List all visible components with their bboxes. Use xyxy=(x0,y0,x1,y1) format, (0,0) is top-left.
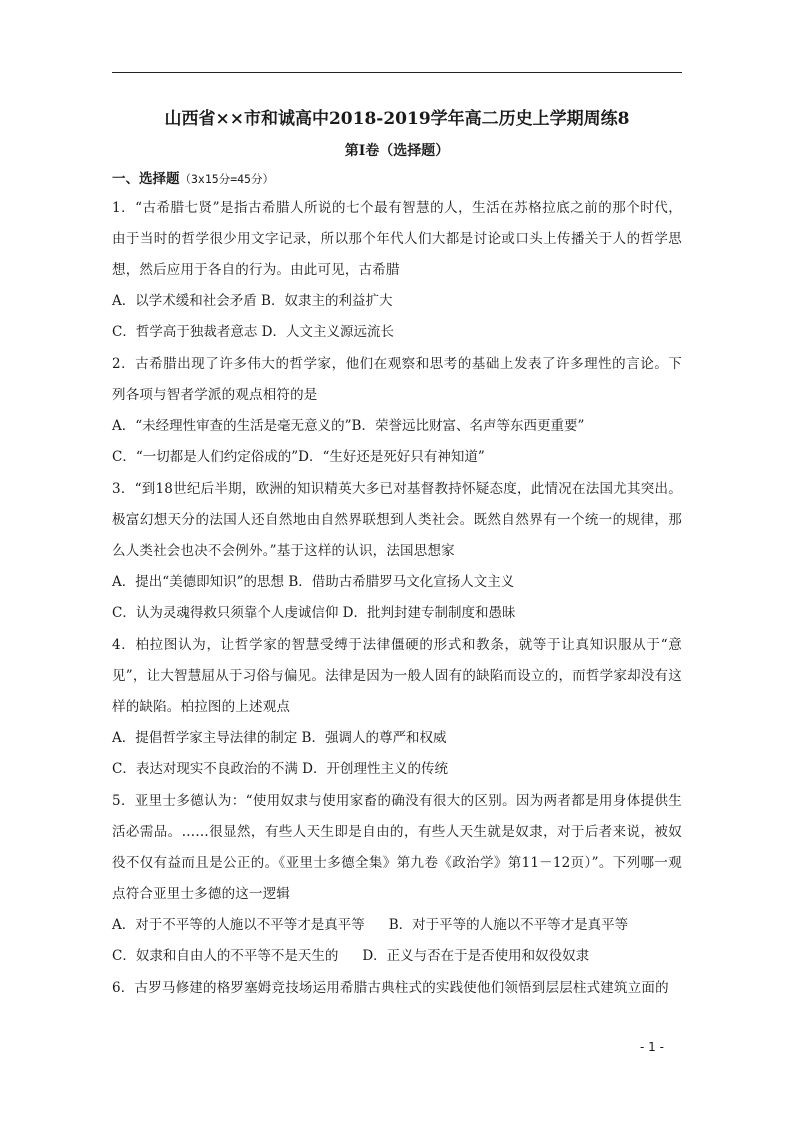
question-text: 3．“到18世纪后半期，欧洲的知识精英大多已对基督教持怀疑态度，此情况在法国尤其突出。极富幻想天分的法国人还自然地由自然界联想到人类社会。既然自然界有一个统一的规律，那么人类社会也决不会例外。”基于这样的认识，法国思想家 xyxy=(112,481,682,559)
document-subtitle: 第Ⅰ卷（选择题） xyxy=(344,143,450,159)
option-b: B．对于平等的人施以不平等才是真平等 xyxy=(388,917,629,933)
option-line: A．以学术缓和社会矛盾 B．奴隶主的利益扩大 xyxy=(112,293,393,309)
question-4 xyxy=(112,630,682,785)
question-1 xyxy=(112,193,682,348)
option-line xyxy=(112,910,682,941)
option-a: A．对于不平等的人施以不平等才是真平等 xyxy=(112,917,365,933)
document-body xyxy=(112,100,682,1004)
question-5 xyxy=(112,786,682,972)
document-title: 山西省××市和诚高中2018-2019学年高二历史上学期周练8 xyxy=(164,109,630,129)
option-line: C．哲学高于独裁者意志 D．人文主义源远流长 xyxy=(112,324,394,340)
option-line: C．认为灵魂得救只须靠个人虔诚信仰 D．批判封建专制制度和愚昧 xyxy=(112,605,516,621)
option-c: C．奴隶和自由人的不平等不是天生的 xyxy=(112,948,339,964)
question-3 xyxy=(112,474,682,629)
question-text: 6．古罗马修建的格罗塞姆竞技场运用希腊古典柱式的实践使他们领悟到层层柱式建筑立面的 xyxy=(112,980,669,996)
question-text: 4．柏拉图认为，让哲学家的智慧受缚于法律僵硬的形式和教条，就等于让真知识服从于“意见”，让大智慧屈从于习俗与偏见。法律是因为一般人固有的缺陷而设立的，而哲学家却没有这样的缺陷。柏拉图的上述观点 xyxy=(112,637,682,715)
question-text: 1．“古希腊七贤”是指古希腊人所说的七个最有智慧的人，生活在苏格拉底之前的那个时代，由于当时的哲学很少用文字记录，所以那个年代人们大都是讨论或口头上传播关于人的哲学思想，然后应用于各自的行为。由此可见，古希腊 xyxy=(112,200,682,278)
option-line: A．提倡哲学家主导法律的制定 B．强调人的尊严和权威 xyxy=(112,730,447,746)
option-line: C．“一切都是人们约定俗成的”D．“生好还是死好只有神知道” xyxy=(112,449,485,465)
question-2 xyxy=(112,349,682,473)
option-line: C．表达对现实不良政治的不满 D．开创理性主义的传统 xyxy=(112,761,448,777)
section-heading xyxy=(112,166,682,192)
option-line xyxy=(112,941,682,972)
option-line: A．提出“美德即知识”的思想 B．借助古希腊罗马文化宣扬人文主义 xyxy=(112,574,515,590)
section-heading-label: 一、选择题 xyxy=(112,171,180,187)
option-d: D．正义与否在于是否使用和奴役奴隶 xyxy=(362,948,590,964)
question-6 xyxy=(112,973,682,1004)
header-rule xyxy=(112,72,682,73)
question-text: 5．亚里士多德认为：“使用奴隶与使用家畜的确没有很大的区别。因为两者都是用身体提供生活必需品。……很显然，有些人天生即是自由的，有些人天生就是奴隶，对于后者来说，被奴役不仅有益而且是公正的。《亚里士多德全集》第九卷《政治学》第11－12页）”。下列哪一观点符合亚里士多德的这一逻辑 xyxy=(112,793,682,902)
section-score-note: （3x15分=45分） xyxy=(179,172,274,186)
option-line: A．“未经理性审查的生活是毫无意义的”B．荣誉远比财富、名声等东西更重要” xyxy=(112,418,585,434)
question-text: 2．古希腊出现了许多伟大的哲学家，他们在观察和思考的基础上发表了许多理性的言论。下列各项与智者学派的观点相符的是 xyxy=(112,356,682,403)
page-number: - 1 - xyxy=(640,1040,664,1054)
